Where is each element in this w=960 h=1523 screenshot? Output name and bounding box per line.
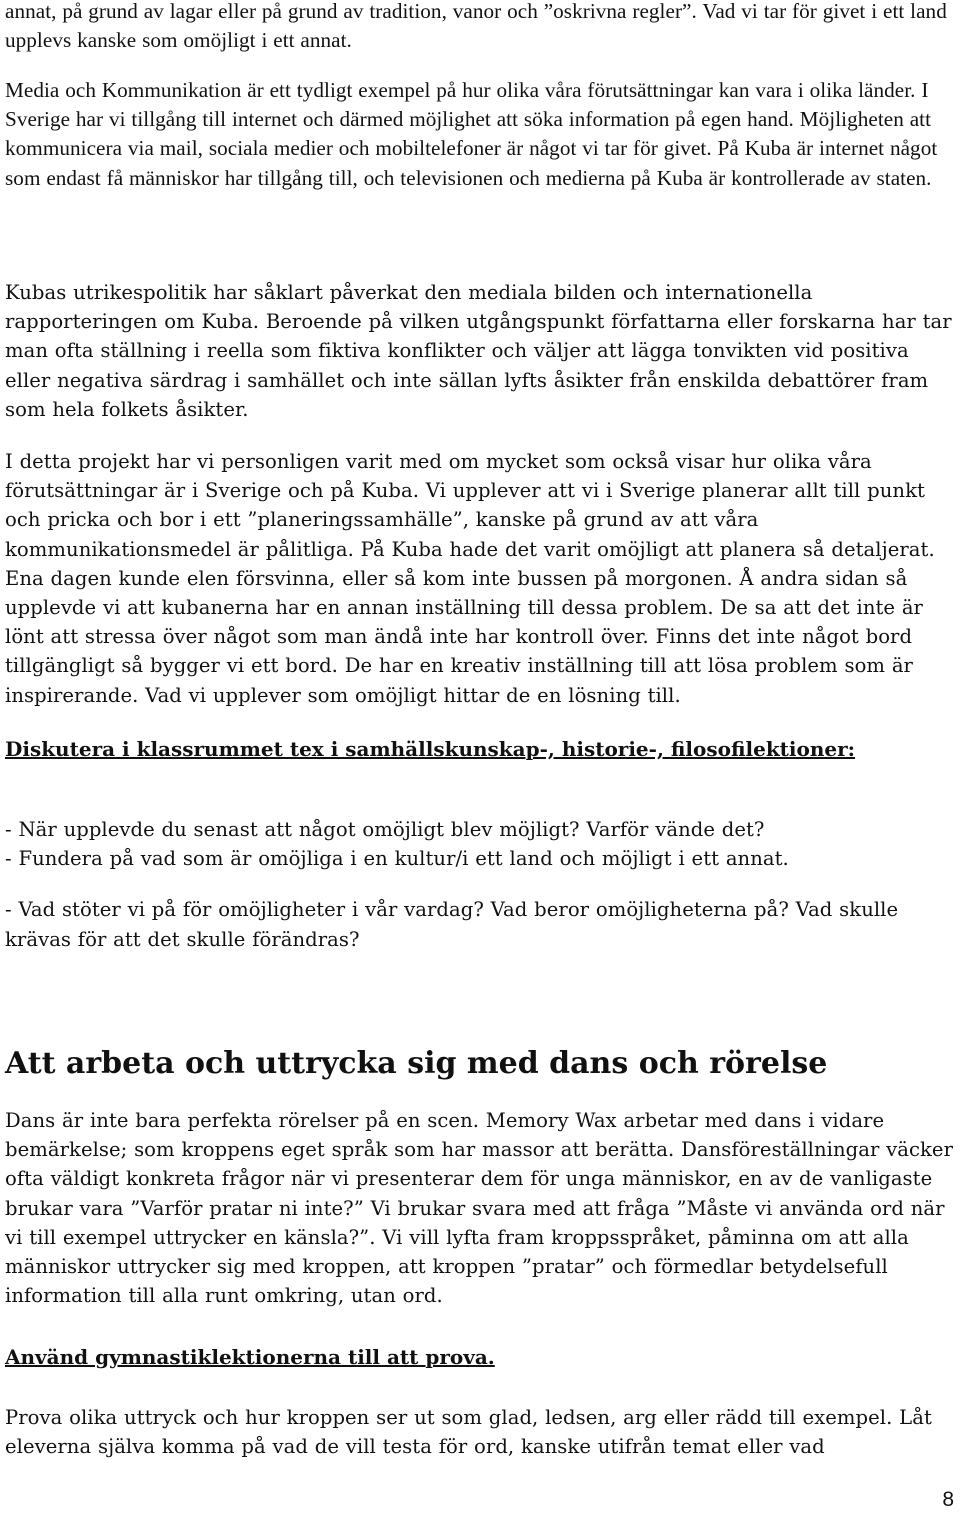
gym-heading: Använd gymnastiklektionerna till att prova. [5,1345,495,1369]
paragraph-foreign-policy: Kubas utrikespolitik har såklart påverkat den mediala bilden och internationella rapporteringen om Kuba. Beroende på vilken utgångspunkt författarna eller forskarna har tar man ofta ställning i reella som fiktiva konflikter och väljer att lägga tonvikten vid positiva eller negativa särdrag i samhället och inte sällan lyfts åsikter från enskilda debattörer fram som hela folkets åsikter. [5,281,952,421]
paragraph-dance: Dans är inte bara perfekta rörelser på en scen. Memory Wax arbetar med dans i vidare bemärkelse; som kroppens eget språk som har massor att berätta. Dansföreställningar väcker ofta väldigt konkreta frågor när vi presenterar dem för unga människor, en av de vanligaste brukar vara ”Varför pratar ni inte?” Vi brukar svara med att fråga ”Måste vi använda ord när vi till exempel uttrycker en känsla?”. Vi vill lyfta fram kroppsspråket, påminna om att alla människor uttrycker sig med kroppen, att kroppen ”pratar” och förmedlar betydelsefull information till alla runt omkring, utan ord. [5,1109,953,1308]
question-item: - Vad stöter vi på för omöjligheter i vår vardag? Vad beror omöjligheterna på? Vad skulle krävas för att det skulle förändras? [5,898,899,951]
discussion-questions [5,815,955,954]
question-item: - Fundera på vad som är omöjliga i en kultur/i ett land och möjligt i ett annat. [5,847,789,871]
discuss-heading: Diskutera i klassrummet tex i samhällskunskap-, historie-, filosofilektioner: [5,737,856,761]
paragraph-intro: annat, på grund av lagar eller på grund av tradition, vanor och ”oskrivna regler”. Vad vi tar för givet i ett land upplevs kanske som omöjligt i ett annat. [5,0,947,53]
paragraph-media: Media och Kommunikation är ett tydligt exempel på hur olika våra förutsättningar kan vara i olika länder. I Sverige har vi tillgång till internet och därmed möjlighet att söka information på egen hand. Möjligheten att kommunicera via mail, sociala medier och mobiltelefoner är något vi tar för givet. På Kuba är internet något som endast få människor har tillgång till, och televisionen och medierna på Kuba är kontrollerade av staten. [5,78,938,190]
question-item: - När upplevde du senast att något omöjligt blev möjligt? Varför vände det? [5,818,765,841]
section-heading: Att arbeta och uttrycka sig med dans och rörelse [5,1046,828,1081]
paragraph-project: I detta projekt har vi personligen varit med om mycket som också visar hur olika våra förutsättningar är i Sverige och på Kuba. Vi upplever att vi i Sverige planerar allt till punkt och pricka och bor i ett ”planeringssamhälle”, kanske på grund av att våra kommunikationsmedel är pålitliga. På Kuba hade det varit omöjligt att planera så detaljerat. Ena dagen kunde elen försvinna, eller så kom inte bussen på morgonen. Å andra sidan så upplevde vi att kubanerna har en annan inställning till dessa problem. De sa att det inte är lönt att stressa över något som man ändå inte har kontroll över. Finns det inte något bord tillgängligt så bygger vi ett bord. De har en kreativ inställning till att lösa problem som är inspirerande. Vad vi upplever som omöjligt hittar de en lösning till. [5,450,935,707]
page-number: 8 [942,1488,954,1511]
paragraph-try: Prova olika uttryck och hur kroppen ser ut som glad, ledsen, arg eller rädd till exempel. Låt eleverna själva komma på vad de vill testa för ord, kanske utifrån temat eller vad [5,1406,932,1459]
